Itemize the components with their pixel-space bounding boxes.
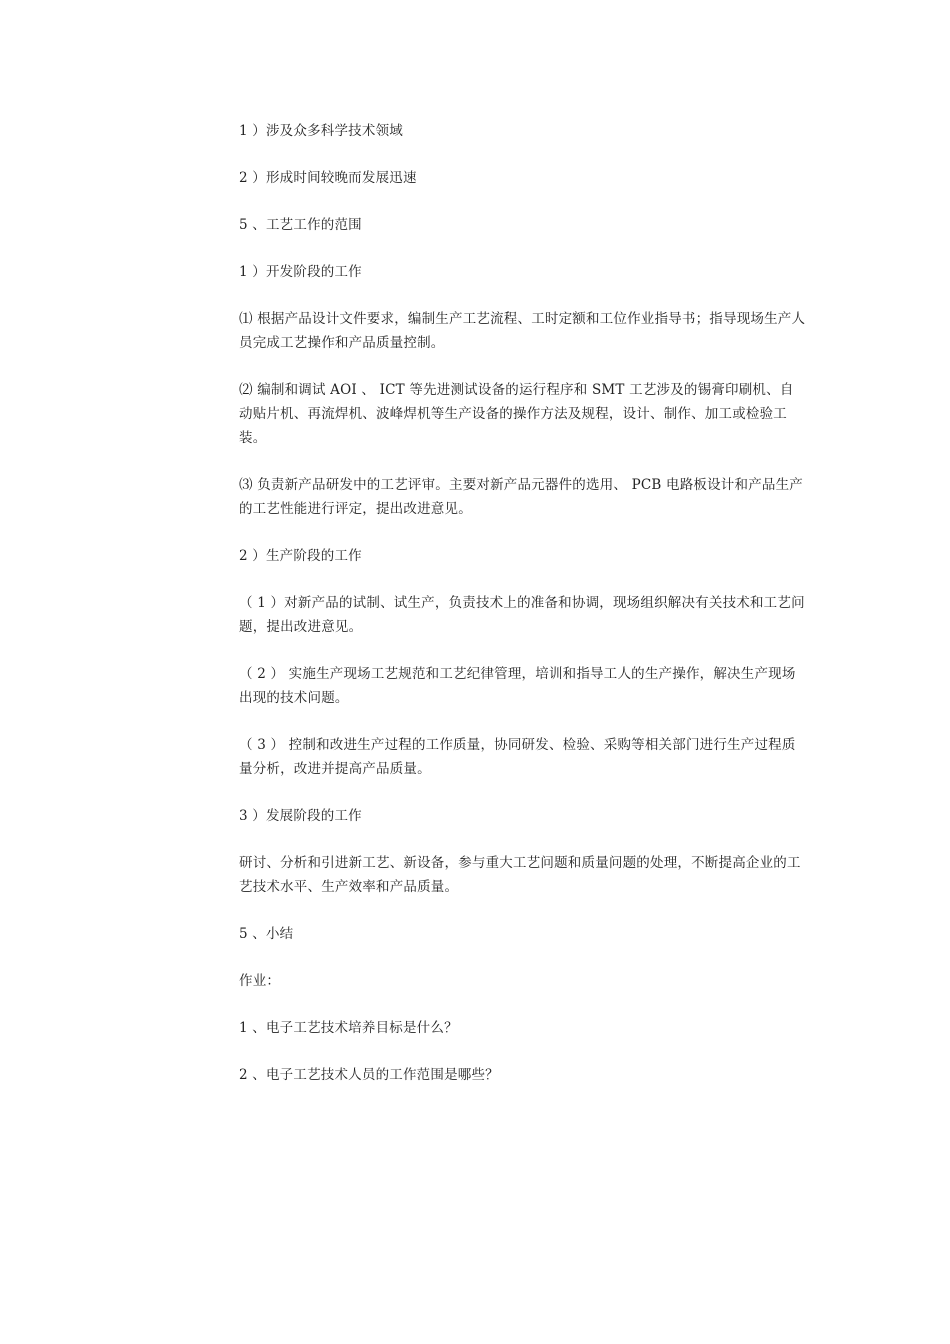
subheading-development-stage: 1 ）开发阶段的工作 xyxy=(239,264,362,280)
homework-question-1: 1 、电子工艺技术培养目标是什么？ xyxy=(239,1020,458,1036)
homework-question-2: 2 、电子工艺技术人员的工作范围是哪些？ xyxy=(239,1067,499,1083)
paragraph-dev-item-2: ⑵ 编制和调试 AOI 、 ICT 等先进测试设备的运行程序和 SMT 工艺涉及的锡膏印刷机、自动贴片机、再流焊机、波峰焊机等生产设备的操作方法及规程，设计、制作、加工或检验工装。 xyxy=(239,382,794,446)
paragraph-growth: 研讨、分析和引进新工艺、新设备，参与重大工艺问题和质量问题的处理，不断提高企业的工艺技术水平、生产效率和产品质量。 xyxy=(239,855,801,895)
section-heading-work-scope: 5 、工艺工作的范围 xyxy=(239,217,362,233)
list-item-1: 1 ）涉及众多科学技术领域 xyxy=(239,123,403,139)
subheading-production-stage: 2 ）生产阶段的工作 xyxy=(239,548,362,564)
list-item-2: 2 ）形成时间较晚而发展迅速 xyxy=(239,170,417,186)
paragraph-prod-item-2: （ 2 ） 实施生产现场工艺规范和工艺纪律管理，培训和指导工人的生产操作，解决生产现场出现的技术问题。 xyxy=(239,666,796,706)
paragraph-prod-item-3: （ 3 ） 控制和改进生产过程的工作质量，协同研发、检验、采购等相关部门进行生产过程质量分析，改进并提高产品质量。 xyxy=(239,737,796,777)
document-body xyxy=(239,119,807,1110)
paragraph-prod-item-1: （ 1 ）对新产品的试制、试生产，负责技术上的准备和协调，现场组织解决有关技术和工艺问题，提出改进意见。 xyxy=(239,595,805,635)
paragraph-dev-item-1: ⑴ 根据产品设计文件要求，编制生产工艺流程、工时定额和工位作业指导书；指导现场生产人员完成工艺操作和产品质量控制。 xyxy=(239,311,806,351)
section-heading-summary: 5 、小结 xyxy=(239,926,294,942)
homework-heading: 作业： xyxy=(239,973,281,989)
subheading-development-phase: 3 ）发展阶段的工作 xyxy=(239,808,362,824)
paragraph-dev-item-3: ⑶ 负责新产品研发中的工艺评审。主要对新产品元器件的选用、 PCB 电路板设计和产品生产的工艺性能进行评定，提出改进意见。 xyxy=(239,477,804,517)
